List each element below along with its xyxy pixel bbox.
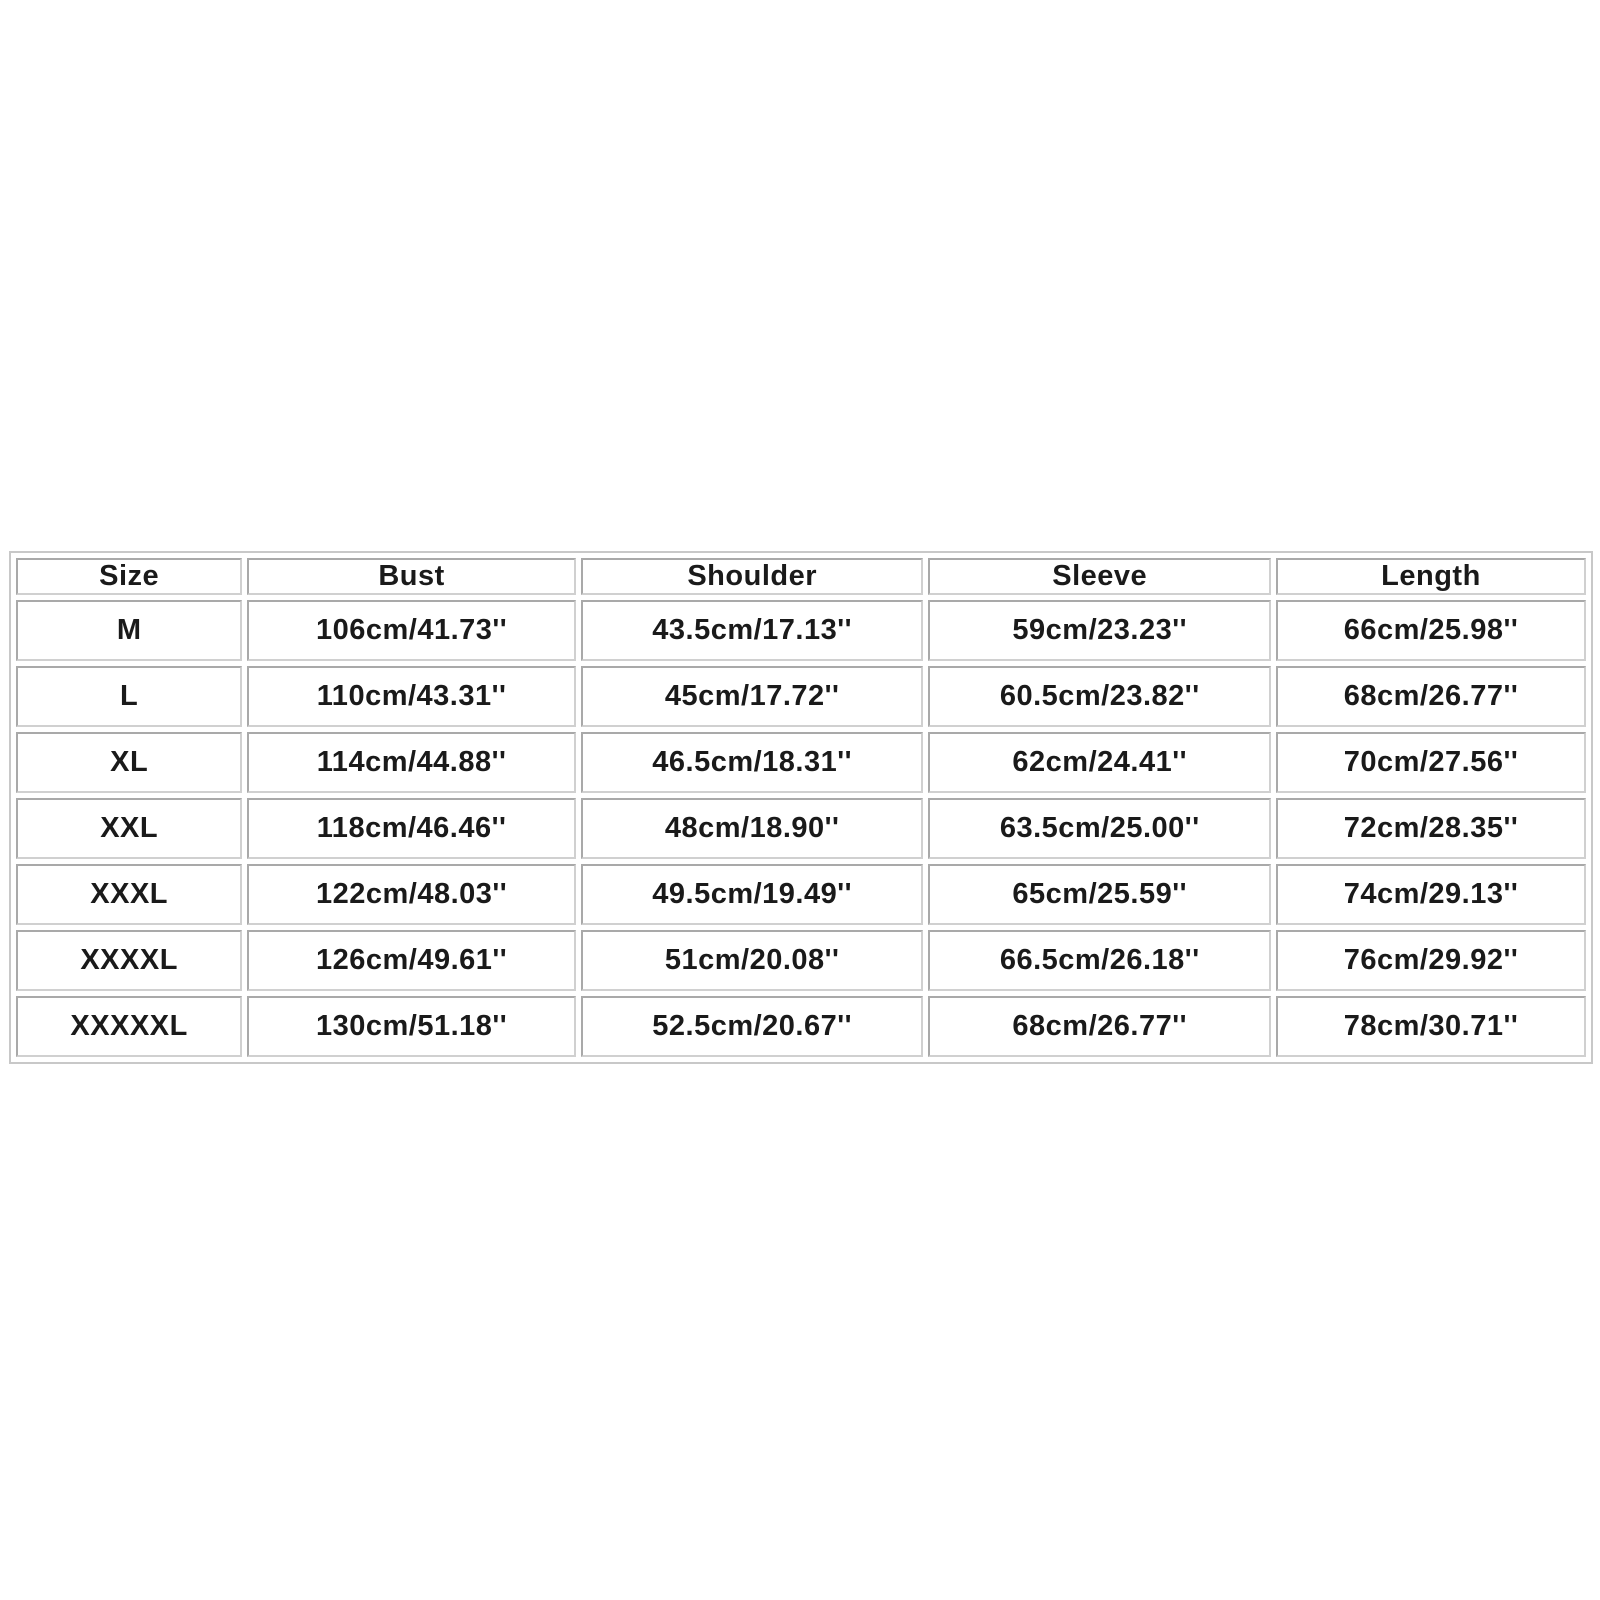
length-cell: 78cm/30.71'' bbox=[1276, 996, 1586, 1057]
size-cell: M bbox=[16, 600, 242, 661]
header-shoulder: Shoulder bbox=[581, 558, 924, 595]
size-cell: XXXXXL bbox=[16, 996, 242, 1057]
sleeve-cell: 59cm/23.23'' bbox=[928, 600, 1271, 661]
bust-cell: 118cm/46.46'' bbox=[247, 798, 576, 859]
bust-cell: 122cm/48.03'' bbox=[247, 864, 576, 925]
table-row bbox=[16, 930, 1586, 991]
header-size: Size bbox=[16, 558, 242, 595]
sleeve-cell: 60.5cm/23.82'' bbox=[928, 666, 1271, 727]
sleeve-cell: 66.5cm/26.18'' bbox=[928, 930, 1271, 991]
shoulder-cell: 46.5cm/18.31'' bbox=[581, 732, 924, 793]
size-cell: XXXXL bbox=[16, 930, 242, 991]
table-header-row bbox=[16, 558, 1586, 595]
shoulder-cell: 45cm/17.72'' bbox=[581, 666, 924, 727]
length-cell: 72cm/28.35'' bbox=[1276, 798, 1586, 859]
size-cell: L bbox=[16, 666, 242, 727]
length-cell: 68cm/26.77'' bbox=[1276, 666, 1586, 727]
bust-cell: 114cm/44.88'' bbox=[247, 732, 576, 793]
table-row bbox=[16, 798, 1586, 859]
table-row bbox=[16, 996, 1586, 1057]
shoulder-cell: 48cm/18.90'' bbox=[581, 798, 924, 859]
header-bust: Bust bbox=[247, 558, 576, 595]
header-sleeve: Sleeve bbox=[928, 558, 1271, 595]
size-chart bbox=[9, 551, 1593, 1064]
shoulder-cell: 52.5cm/20.67'' bbox=[581, 996, 924, 1057]
length-cell: 66cm/25.98'' bbox=[1276, 600, 1586, 661]
table-row bbox=[16, 864, 1586, 925]
table-row bbox=[16, 666, 1586, 727]
table-row bbox=[16, 600, 1586, 661]
header-length: Length bbox=[1276, 558, 1586, 595]
table-row bbox=[16, 732, 1586, 793]
bust-cell: 130cm/51.18'' bbox=[247, 996, 576, 1057]
length-cell: 76cm/29.92'' bbox=[1276, 930, 1586, 991]
size-table bbox=[11, 553, 1591, 1062]
shoulder-cell: 43.5cm/17.13'' bbox=[581, 600, 924, 661]
bust-cell: 110cm/43.31'' bbox=[247, 666, 576, 727]
length-cell: 70cm/27.56'' bbox=[1276, 732, 1586, 793]
bust-cell: 126cm/49.61'' bbox=[247, 930, 576, 991]
size-cell: XL bbox=[16, 732, 242, 793]
size-cell: XXXL bbox=[16, 864, 242, 925]
sleeve-cell: 62cm/24.41'' bbox=[928, 732, 1271, 793]
sleeve-cell: 68cm/26.77'' bbox=[928, 996, 1271, 1057]
bust-cell: 106cm/41.73'' bbox=[247, 600, 576, 661]
shoulder-cell: 49.5cm/19.49'' bbox=[581, 864, 924, 925]
size-cell: XXL bbox=[16, 798, 242, 859]
length-cell: 74cm/29.13'' bbox=[1276, 864, 1586, 925]
sleeve-cell: 63.5cm/25.00'' bbox=[928, 798, 1271, 859]
shoulder-cell: 51cm/20.08'' bbox=[581, 930, 924, 991]
sleeve-cell: 65cm/25.59'' bbox=[928, 864, 1271, 925]
